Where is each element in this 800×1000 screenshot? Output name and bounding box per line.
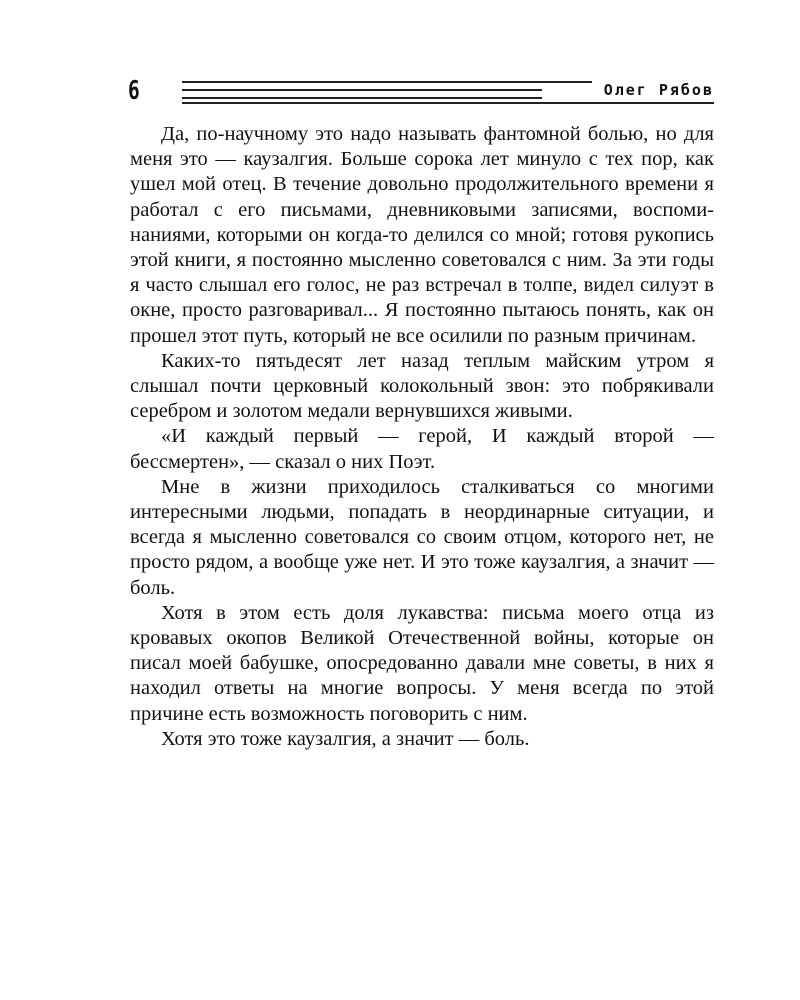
- header-rule: [182, 97, 542, 99]
- body-text: [130, 122, 714, 752]
- page-header: [128, 76, 714, 106]
- paragraph: Хотя это тоже каузалгия, а значит — боль.: [161, 727, 530, 750]
- paragraph: «И каждый первый — герой, И каждый второй — бессмертен», — сказал о них Поэт.: [130, 425, 714, 473]
- page-number: 6: [128, 76, 140, 106]
- paragraph: Хотя в этом есть доля лукавства: письма моего отца из кровавых окопов Великой Отечественной войны, которые он писал моей бабушке, опосредованно давали мне советы, в них я находил ответы на многие вопросы. У меня всегда по этой причине есть возможность поговорить с ним.: [130, 601, 714, 725]
- header-rule: [182, 89, 542, 91]
- paragraph: Да, по-научному это надо называть фантомной болью, но для меня это — каузалгия. Больше сорока лет минуло с тех пор, как ушел мой отец. В течение довольно продолжительного времени я работал с его письмами, дневниковыми записями, воспоминаниями, которыми он когда-то делился со мной; готовя рукопись этой книги, я постоянно мысленно советовался с ним. За эти годы я часто слышал его голос, не раз встречал в толпе, видел силуэт в окне, просто разговаривал... Я постоянно пытаюсь понять, как он прошел этот путь, который не все осилили по разным причинам.: [130, 123, 714, 347]
- paragraph: Мне в жизни приходилось сталкиваться со многими интересными людьми, попадать в неординарные ситуации, и всегда я мысленно советовался со своим отцом, которого нет, не просто рядом, а вообще уже нет. И это тоже каузалгия, а значит — боль.: [130, 475, 714, 599]
- paragraph: Каких-то пятьдесят лет назад теплым майским утром я слышал почти церковный колокольный звон: это побрякивали серебром и золотом медали вернувшихся живыми.: [130, 349, 714, 423]
- header-rule: [182, 102, 714, 104]
- running-head-author: Олег Рябов: [592, 79, 714, 101]
